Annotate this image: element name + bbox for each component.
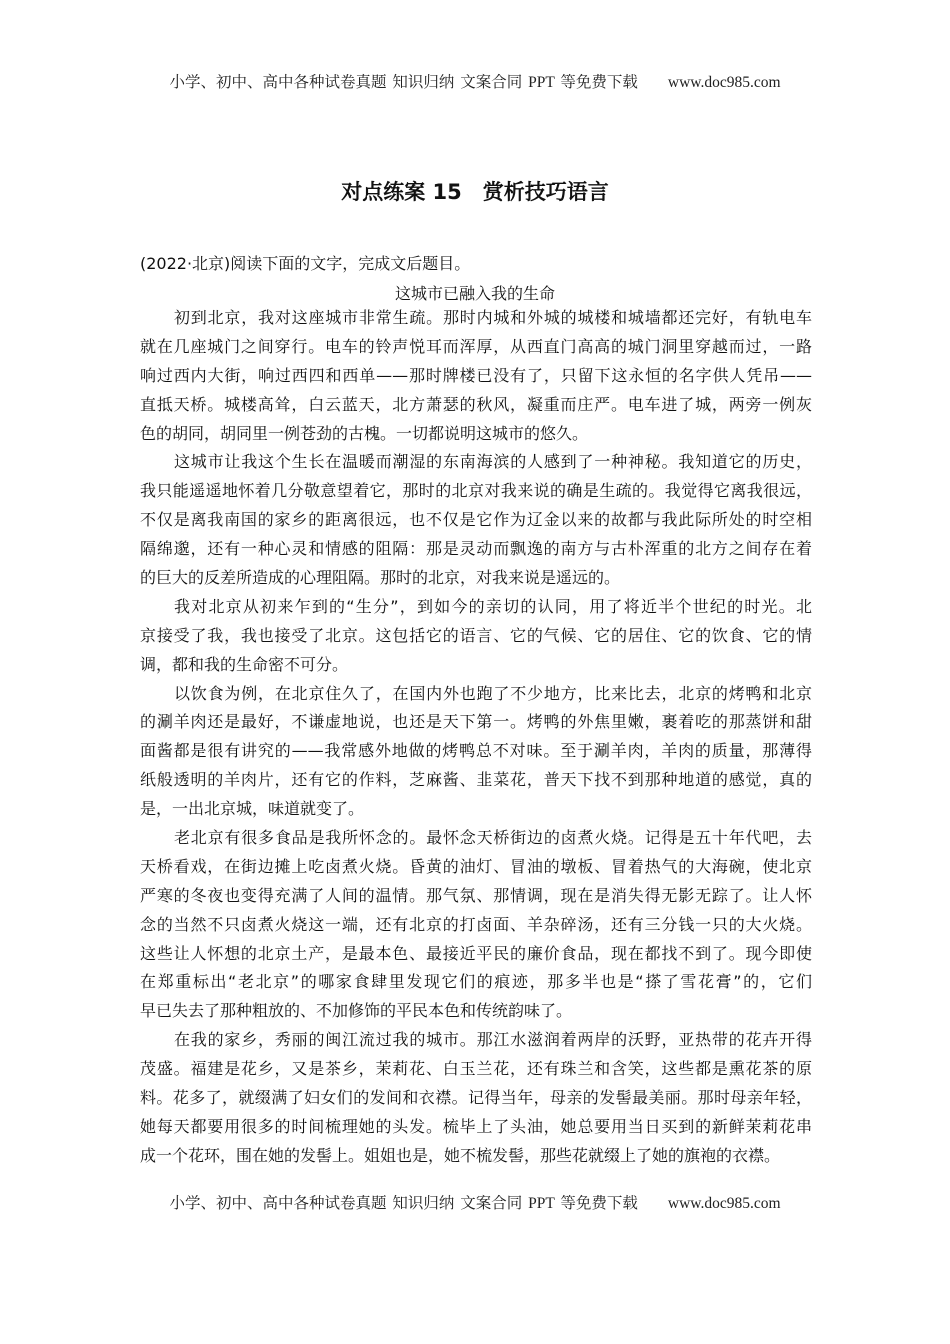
paragraph-line: 严寒的冬夜也变得充满了人间的温情。那气氛、那情调，现在是消失得无影无踪了。让人怀 xyxy=(140,885,812,905)
paragraph-line: 面酱都是很有讲究的——我常感外地做的烤鸭总不对味。至于涮羊肉，羊肉的质量，那薄得 xyxy=(140,741,812,761)
page-footer xyxy=(0,1191,950,1213)
footer-text: 小学、初中、高中各种试卷真题 知识归纳 文案合同 PPT 等免费下载 xyxy=(169,1195,638,1212)
paragraph-line: 是，一出北京城，味道就变了。 xyxy=(140,799,365,819)
paragraph-line: 调，都和我的生命密不可分。 xyxy=(140,654,349,674)
paragraph-line: 就在几座城门之间穿行。电车的铃声悦耳而浑厚，从西直门高高的城门洞里穿越而过，一路 xyxy=(140,336,812,356)
paragraph-line: 京接受了我，我也接受了北京。这包括它的语言、它的气候、它的居住、它的饮食、它的情 xyxy=(140,625,812,645)
paragraph xyxy=(140,1026,812,1170)
paragraph-line: 我只能遥遥地怀着几分敬意望着它，那时的北京对我来说的确是生疏的。我觉得它离我很远， xyxy=(140,481,812,501)
paragraph-line: 她每天都要用很多的时间梳理她的头发。梳毕上了头油，她总要用当日买到的新鲜茉莉花串 xyxy=(140,1116,812,1136)
paragraph xyxy=(140,304,812,448)
page-title: 对点练案 15 赏析技巧语言 xyxy=(341,180,609,204)
paragraph-line: 色的胡同，胡同里一例苍劲的古槐。一切都说明这城市的悠久。 xyxy=(140,423,589,443)
question-intro: (2022·北京)阅读下面的文字，完成文后题目。 xyxy=(140,254,471,273)
footer-url[interactable]: www.doc985.com xyxy=(667,1195,781,1212)
essay-body xyxy=(140,304,812,1171)
paragraph-line: 念的当然不只卤煮火烧这一端，还有北京的打卤面、羊杂碎汤，还有三分钱一只的大火烧。 xyxy=(140,914,812,934)
paragraph-line: 这些让人怀想的北京土产，是最本色、最接近平民的廉价食品，现在都找不到了。现今即使 xyxy=(140,943,812,963)
paragraph xyxy=(140,593,812,680)
paragraph-line: 茂盛。福建是花乡，又是茶乡，茉莉花、白玉兰花，还有珠兰和含笑，这些都是熏花茶的原 xyxy=(140,1059,812,1079)
paragraph xyxy=(140,680,812,824)
paragraph-line: 我对北京从初来乍到的“生分”，到如今的亲切的认同，用了将近半个世纪的时光。北 xyxy=(174,596,812,616)
paragraph-line: 在郑重标出“老北京”的哪家食肆里发现它们的痕迹，那多半也是“搽了雪花膏”的，它们 xyxy=(140,972,812,992)
header-url[interactable]: www.doc985.com xyxy=(667,74,781,91)
paragraph-line: 不仅是离我南国的家乡的距离很远，也不仅是它作为辽金以来的故都与我此际所处的时空相 xyxy=(140,510,812,530)
paragraph-line: 隔绵邈，还有一种心灵和情感的阻隔：那是灵动而飘逸的南方与古朴浑重的北方之间存在着 xyxy=(140,539,812,559)
paragraph-line: 成一个花环，围在她的发髻上。姐姐也是，她不梳发髻，那些花就缀上了她的旗袍的衣襟。 xyxy=(140,1145,781,1165)
paragraph-line: 的巨大的反差所造成的心理阻隔。那时的北京，对我来说是遥远的。 xyxy=(140,568,621,588)
paragraph-line: 直抵天桥。城楼高耸，白云蓝天，北方萧瑟的秋风，凝重而庄严。电车进了城，两旁一例灰 xyxy=(140,394,812,414)
page-header xyxy=(0,70,950,92)
header-text: 小学、初中、高中各种试卷真题 知识归纳 文案合同 PPT 等免费下载 xyxy=(169,74,638,91)
paragraph-line: 响过西内大街，响过西四和西单——那时牌楼已没有了，只留下这永恒的名字供人凭吊—— xyxy=(140,365,812,385)
paragraph-line: 的涮羊肉还是最好，不谦虚地说，也还是天下第一。烤鸭的外焦里嫩，裹着吃的那蒸饼和甜 xyxy=(140,712,812,732)
paragraph-line: 天桥看戏，在街边摊上吃卤煮火烧。昏黄的油灯、冒油的墩板、冒着热气的大海碗，使北京 xyxy=(140,856,812,876)
paragraph-line: 老北京有很多食品是我所怀念的。最怀念天桥街边的卤煮火烧。记得是五十年代吧，去 xyxy=(174,828,812,848)
paragraph-line: 初到北京，我对这座城市非常生疏。那时内城和外城的城楼和城墙都还完好，有轨电车 xyxy=(174,308,812,327)
paragraph-line: 在我的家乡，秀丽的闽江流过我的城市。那江水滋润着两岸的沃野，亚热带的花卉开得 xyxy=(174,1030,812,1050)
paragraph-line: 这城市让我这个生长在温暖而潮湿的东南海滨的人感到了一种神秘。我知道它的历史， xyxy=(174,452,812,472)
paragraph-line: 以饮食为例，在北京住久了，在国内外也跑了不少地方，比来比去，北京的烤鸭和北京 xyxy=(174,683,812,703)
essay-title: 这城市已融入我的生命 xyxy=(394,284,555,303)
paragraph xyxy=(140,824,812,1026)
paragraph-line: 纸般透明的羊肉片，还有它的作料，芝麻酱、韭菜花，普天下找不到那种地道的感觉，真的 xyxy=(140,770,812,790)
paragraph-line: 早已失去了那种粗放的、不加修饰的平民本色和传统韵味了。 xyxy=(140,1001,573,1021)
paragraph-line: 料。花多了，就缀满了妇女们的发间和衣襟。记得当年，母亲的发髻最美丽。那时母亲年轻， xyxy=(140,1088,812,1108)
paragraph xyxy=(140,448,812,592)
